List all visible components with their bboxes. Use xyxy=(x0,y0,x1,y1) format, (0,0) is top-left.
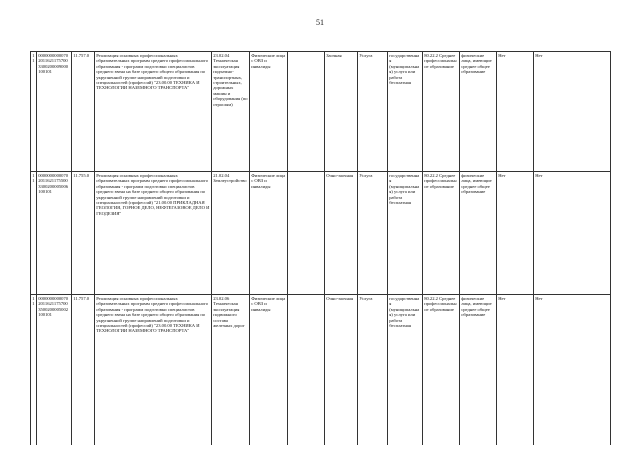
flag-2: Нет xyxy=(534,172,611,295)
recipients: физические лица, имеющие среднее общее образование xyxy=(460,172,497,295)
row-number: 11 xyxy=(31,172,37,295)
registry-code: 000000000007020116211757003500200005002100101 xyxy=(37,295,72,445)
study-form: Заочная xyxy=(325,52,358,172)
specialty: 23.02.04 Техническая эксплуатация подъемно-транспортных, строительных, дорожных машин и оборудования (по отраслям) xyxy=(212,52,250,172)
services-table xyxy=(30,51,611,445)
flag-1: Нет xyxy=(497,172,534,295)
service-kind: государственная (муниципальная) услуга или работа бесплатная xyxy=(388,172,423,295)
study-form: Очно-заочная xyxy=(325,172,358,295)
consumer-category: Физические лица с ОВЗ и инвалиды xyxy=(250,295,288,445)
page-number: 51 xyxy=(316,18,324,27)
recipients: физические лица, имеющие среднее общее образование xyxy=(460,52,497,172)
table-row xyxy=(31,295,611,445)
row-number: 11 xyxy=(31,295,37,445)
okved-code: 11.757.0 xyxy=(72,295,95,445)
service-kind: государственная (муниципальная) услуга или работа бесплатная xyxy=(388,295,423,445)
education-level: 80.22.2 Среднее профессиональное образование xyxy=(423,52,460,172)
service-name: Реализация основных профессиональных образовательных программ среднего профессионального образования - программ подготовки специалистов среднего звена на базе среднего общего образования по укрупненной группе направлений подготовки и специальностей (профессий) "23.00.00 ТЕХНИКА И ТЕХНОЛОГИИ НАЗЕМНОГО ТРАНСПОРТА" xyxy=(95,52,212,172)
table-row xyxy=(31,52,611,172)
row-number: 11 xyxy=(31,52,37,172)
study-form: Очно-заочная xyxy=(325,295,358,445)
consumer-category: Физические лица с ОВЗ и инвалиды xyxy=(250,52,288,172)
table-row xyxy=(31,172,611,295)
service-kind: государственная (муниципальная) услуга или работа бесплатная xyxy=(388,52,423,172)
education-level: 80.22.2 Среднее профессиональное образование xyxy=(423,172,460,295)
service-type: Услуга xyxy=(358,295,388,445)
consumer-category: Физические лица с ОВЗ и инвалиды xyxy=(250,172,288,295)
specialty: 23.02.06 Техническая эксплуатация подвижного состава железных дорог xyxy=(212,295,250,445)
flag-1: Нет xyxy=(497,52,534,172)
service-type: Услуга xyxy=(358,172,388,295)
flag-1: Нет xyxy=(497,295,534,445)
education-level: 80.22.2 Среднее профессиональное образование xyxy=(423,295,460,445)
empty-cell xyxy=(288,52,325,172)
empty-cell xyxy=(288,172,325,295)
specialty: 21.02.04 Землеустройство xyxy=(212,172,250,295)
service-name: Реализация основных профессиональных образовательных программ среднего профессионального образования - программ подготовки специалистов среднего звена на базе среднего общего образования по укрупненной группе направлений подготовки и специальностей (профессий) "23.00.00 ТЕХНИКА И ТЕХНОЛОГИИ НАЗЕМНОГО ТРАНСПОРТА" xyxy=(95,295,212,445)
flag-2: Нет xyxy=(534,295,611,445)
okved-code: 11.755.0 xyxy=(72,172,95,295)
flag-2: Нет xyxy=(534,52,611,172)
empty-cell xyxy=(288,295,325,445)
service-type: Услуга xyxy=(358,52,388,172)
registry-code: 000000000007020116211757003300200009000100101 xyxy=(37,52,72,172)
registry-code: 000000000007020116211755003300200005006100101 xyxy=(37,172,72,295)
okved-code: 11.757.0 xyxy=(72,52,95,172)
recipients: физические лица, имеющие среднее общее образование xyxy=(460,295,497,445)
service-name: Реализация основных профессиональных образовательных программ среднего профессионального образования - программ подготовки специалистов среднего звена на базе среднего общего образования по укрупненной группе направлений подготовки и специальностей (профессий) "21.00.00 ПРИКЛАДНАЯ ГЕОЛОГИЯ, ГОРНОЕ ДЕЛО, НЕФТЕГАЗОВОЕ ДЕЛО И ГЕОДЕЗИЯ" xyxy=(95,172,212,295)
